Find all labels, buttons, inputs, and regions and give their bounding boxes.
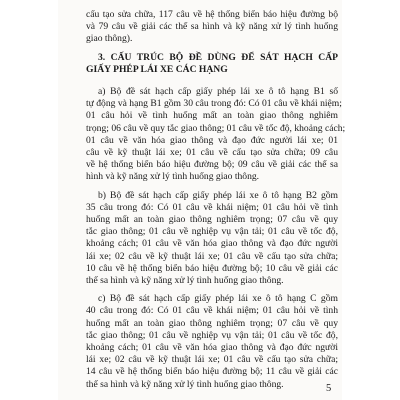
- paragraph-line: khoảng cách; 01 câu về văn hóa giao thông và đạo đức người: [86, 342, 338, 353]
- paragraph-line: tự động và hạng B1 gồm 30 câu trong đó: Có 01 câu về khái niệm;: [86, 98, 342, 110]
- paragraph-line: về hệ thống biển báo hiệu đường bộ; 09 câu về giải các thế sa: [86, 159, 338, 171]
- paragraph-line: 35 câu trong đó: Có 01 câu về khái niệm; 01 câu hỏi về tình: [86, 201, 338, 213]
- intro-line: giao thông).: [86, 33, 133, 45]
- paragraph-a: [86, 86, 346, 184]
- paragraph-line: a) Bộ đề sát hạch cấp giấy phép lái xe ô tô hạng B1 số: [98, 86, 338, 97]
- paragraph-c: [86, 293, 338, 391]
- paragraph-line: 14 câu về hệ thống biển báo hiệu đường bộ; 11 câu về giải các: [86, 366, 338, 378]
- paragraph-line: 01 câu về văn hóa giao thông và đạo đức người lái xe; 01: [86, 134, 338, 146]
- paragraph-line: 10 câu về hệ thống biển báo hiệu đường bộ; 10 câu về giải các: [86, 262, 338, 274]
- paragraph-b: [86, 190, 338, 288]
- paragraph-line: thế sa hình và kỹ năng xử lý tình huống giao thông.: [86, 378, 284, 390]
- section-heading: [86, 52, 338, 76]
- paragraph-line: c) Bộ đề sát hạch cấp giấy phép lái xe ô tô hạng C gồm: [98, 293, 338, 305]
- intro-line: cấu tạo sửa chữa, 117 câu về hệ thống biển báo hiệu đường bộ: [86, 9, 338, 20]
- heading-line: GIẤY PHÉP LÁI XE CÁC HẠNG: [86, 64, 228, 76]
- heading-line: 3. CẤU TRÚC BỘ ĐỀ DÙNG ĐỂ SÁT HẠCH CẤP: [98, 52, 338, 63]
- paragraph-line: hình và kỹ năng xử lý tình huống giao thông.: [86, 171, 260, 183]
- paragraph-line: thế sa hình và kỹ năng xử lý tình huống giao thông.: [86, 275, 284, 287]
- intro-line: và 79 câu về giải các thế sa hình và kỹ năng xử lý tình huống: [86, 21, 338, 33]
- paragraph-line: b) Bộ đề sát hạch cấp giấy phép lái xe ô tô hạng B2 gồm: [98, 189, 338, 201]
- paragraph-line: tắc giao thông; 01 câu về nghiệp vụ vận tải; 01 câu về tốc độ,: [86, 226, 338, 238]
- paragraph-line: tắc giao thông; 01 câu về nghiệp vụ vận tải; 01 câu về tốc độ,: [86, 329, 338, 341]
- paragraph-line: huống mất an toàn giao thông nghiêm trọng; 07 câu về quy: [86, 317, 338, 329]
- intro-paragraph: [86, 9, 338, 46]
- paragraph-line: 40 câu trong đó: Có 01 câu về khái niệm; 01 câu hỏi về tình: [86, 305, 338, 317]
- paragraph-line: trọng; 06 câu về quy tắc giao thông; 01 câu về tốc độ, khoảng cách;: [86, 122, 346, 134]
- paragraph-line: lái xe; 02 câu về kỹ thuật lái xe; 01 câu về cấu tạo sửa chữa;: [86, 250, 338, 262]
- paragraph-line: lái xe; 02 câu về kỹ thuật lái xe; 01 câu về cấu tạo sửa chữa;: [86, 354, 338, 366]
- paragraph-line: huống mất an toàn giao thông nghiêm trọng; 07 câu về quy: [86, 214, 338, 225]
- paragraph-line: câu về kỹ thuật lái xe; 01 câu về cấu tạo sửa chữa; 09 câu: [86, 147, 338, 159]
- page-number: 5: [326, 383, 332, 394]
- paragraph-line: khoảng cách; 01 câu về văn hóa giao thông và đạo đức người: [86, 238, 338, 250]
- paragraph-line: 01 câu hỏi về tình huống mất an toàn giao thông nghiêm: [86, 110, 338, 122]
